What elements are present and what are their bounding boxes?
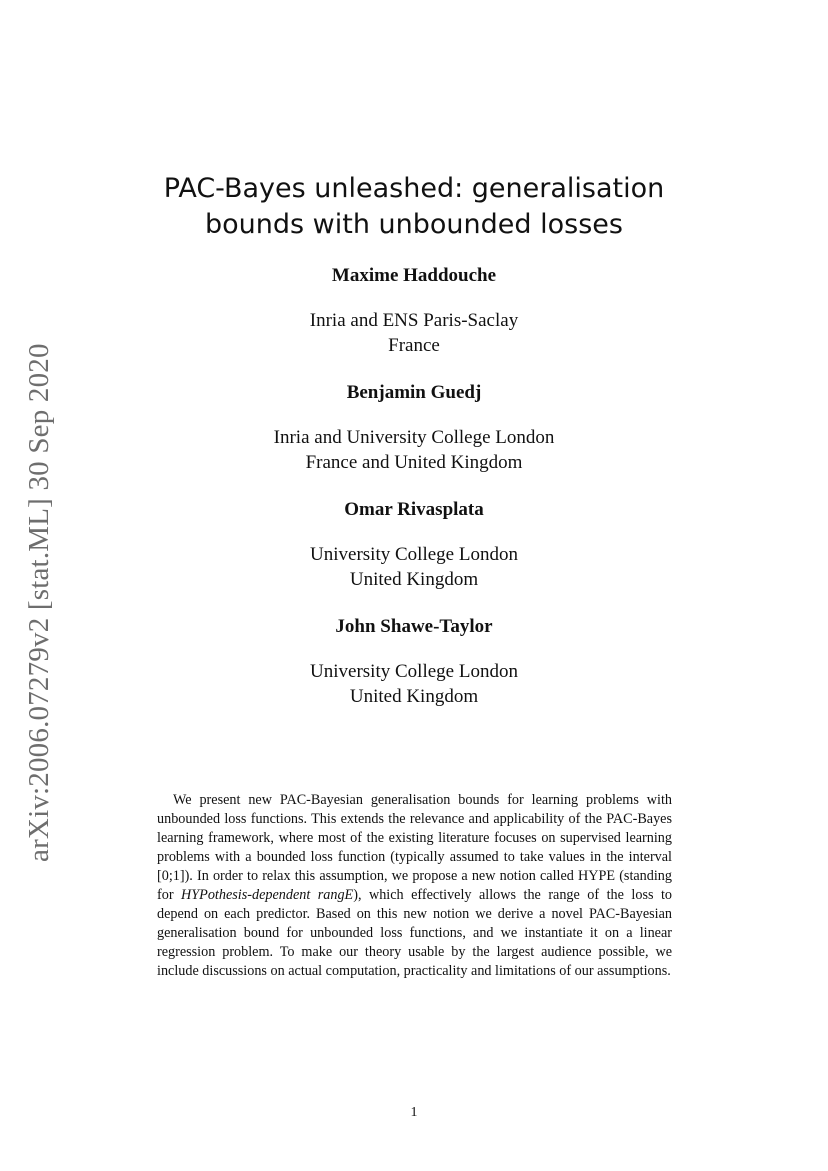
author-affiliation: [110, 425, 718, 475]
affiliation-line: United Kingdom: [349, 569, 479, 590]
arxiv-identifier-stamp: arXiv:2006.07279v2 [stat.ML] 30 Sep 2020: [23, 343, 55, 862]
author-name: Benjamin Guedj: [346, 382, 482, 403]
author-name: Maxime Haddouche: [331, 265, 497, 286]
affiliation-line: Inria and ENS Paris-Saclay: [309, 310, 519, 331]
affiliation-line: France: [388, 335, 440, 356]
abstract-text: We present new PAC-Bayesian generalisation bounds for learning problems with unbounded loss functions. This extends the relevance and applicability of the PAC-Bayes learning framework, where most of the existing literature focuses on supervised learning problems with a bounded loss function (typically assumed to take values in the interval [0;1]). In order to relax this assumption, we propose a new notion called HYPE (standing for: [157, 792, 672, 903]
author-block-2: [110, 381, 718, 475]
author-block-4: [110, 615, 718, 709]
affiliation-line: France and United Kingdom: [305, 452, 523, 473]
abstract-text: ), which effectively allows the range of the loss to depend on each predictor. Based on this new notion we derive a novel PAC-Bayesian generalisation bound for unbounded loss functions, and we instantiate it on a linear regression problem. To make our theory usable by the largest audience possible, we include discussions on actual computation, practicality and limitations of our assumptions.: [157, 887, 672, 979]
author-affiliation: [110, 659, 718, 709]
affiliation-line: University College London: [310, 661, 518, 682]
author-affiliation: [110, 542, 718, 592]
affiliation-line: University College London: [310, 544, 518, 565]
abstract-paragraph: [157, 791, 672, 981]
page-number: 1: [410, 1105, 418, 1120]
paper-title: [110, 171, 718, 243]
affiliation-line: Inria and University College London: [273, 427, 555, 448]
affiliation-line: United Kingdom: [349, 686, 479, 707]
author-block-3: [110, 498, 718, 592]
author-block-1: [110, 264, 718, 358]
author-name: Omar Rivasplata: [344, 499, 484, 520]
author-affiliation: [110, 308, 718, 358]
title-line-1: PAC-Bayes unleashed: generalisation: [163, 173, 665, 204]
title-line-2: bounds with unbounded losses: [205, 209, 623, 240]
author-name: John Shawe-Taylor: [335, 616, 493, 637]
abstract-emphasis: HYPothesis-dependent rangE: [181, 887, 354, 903]
